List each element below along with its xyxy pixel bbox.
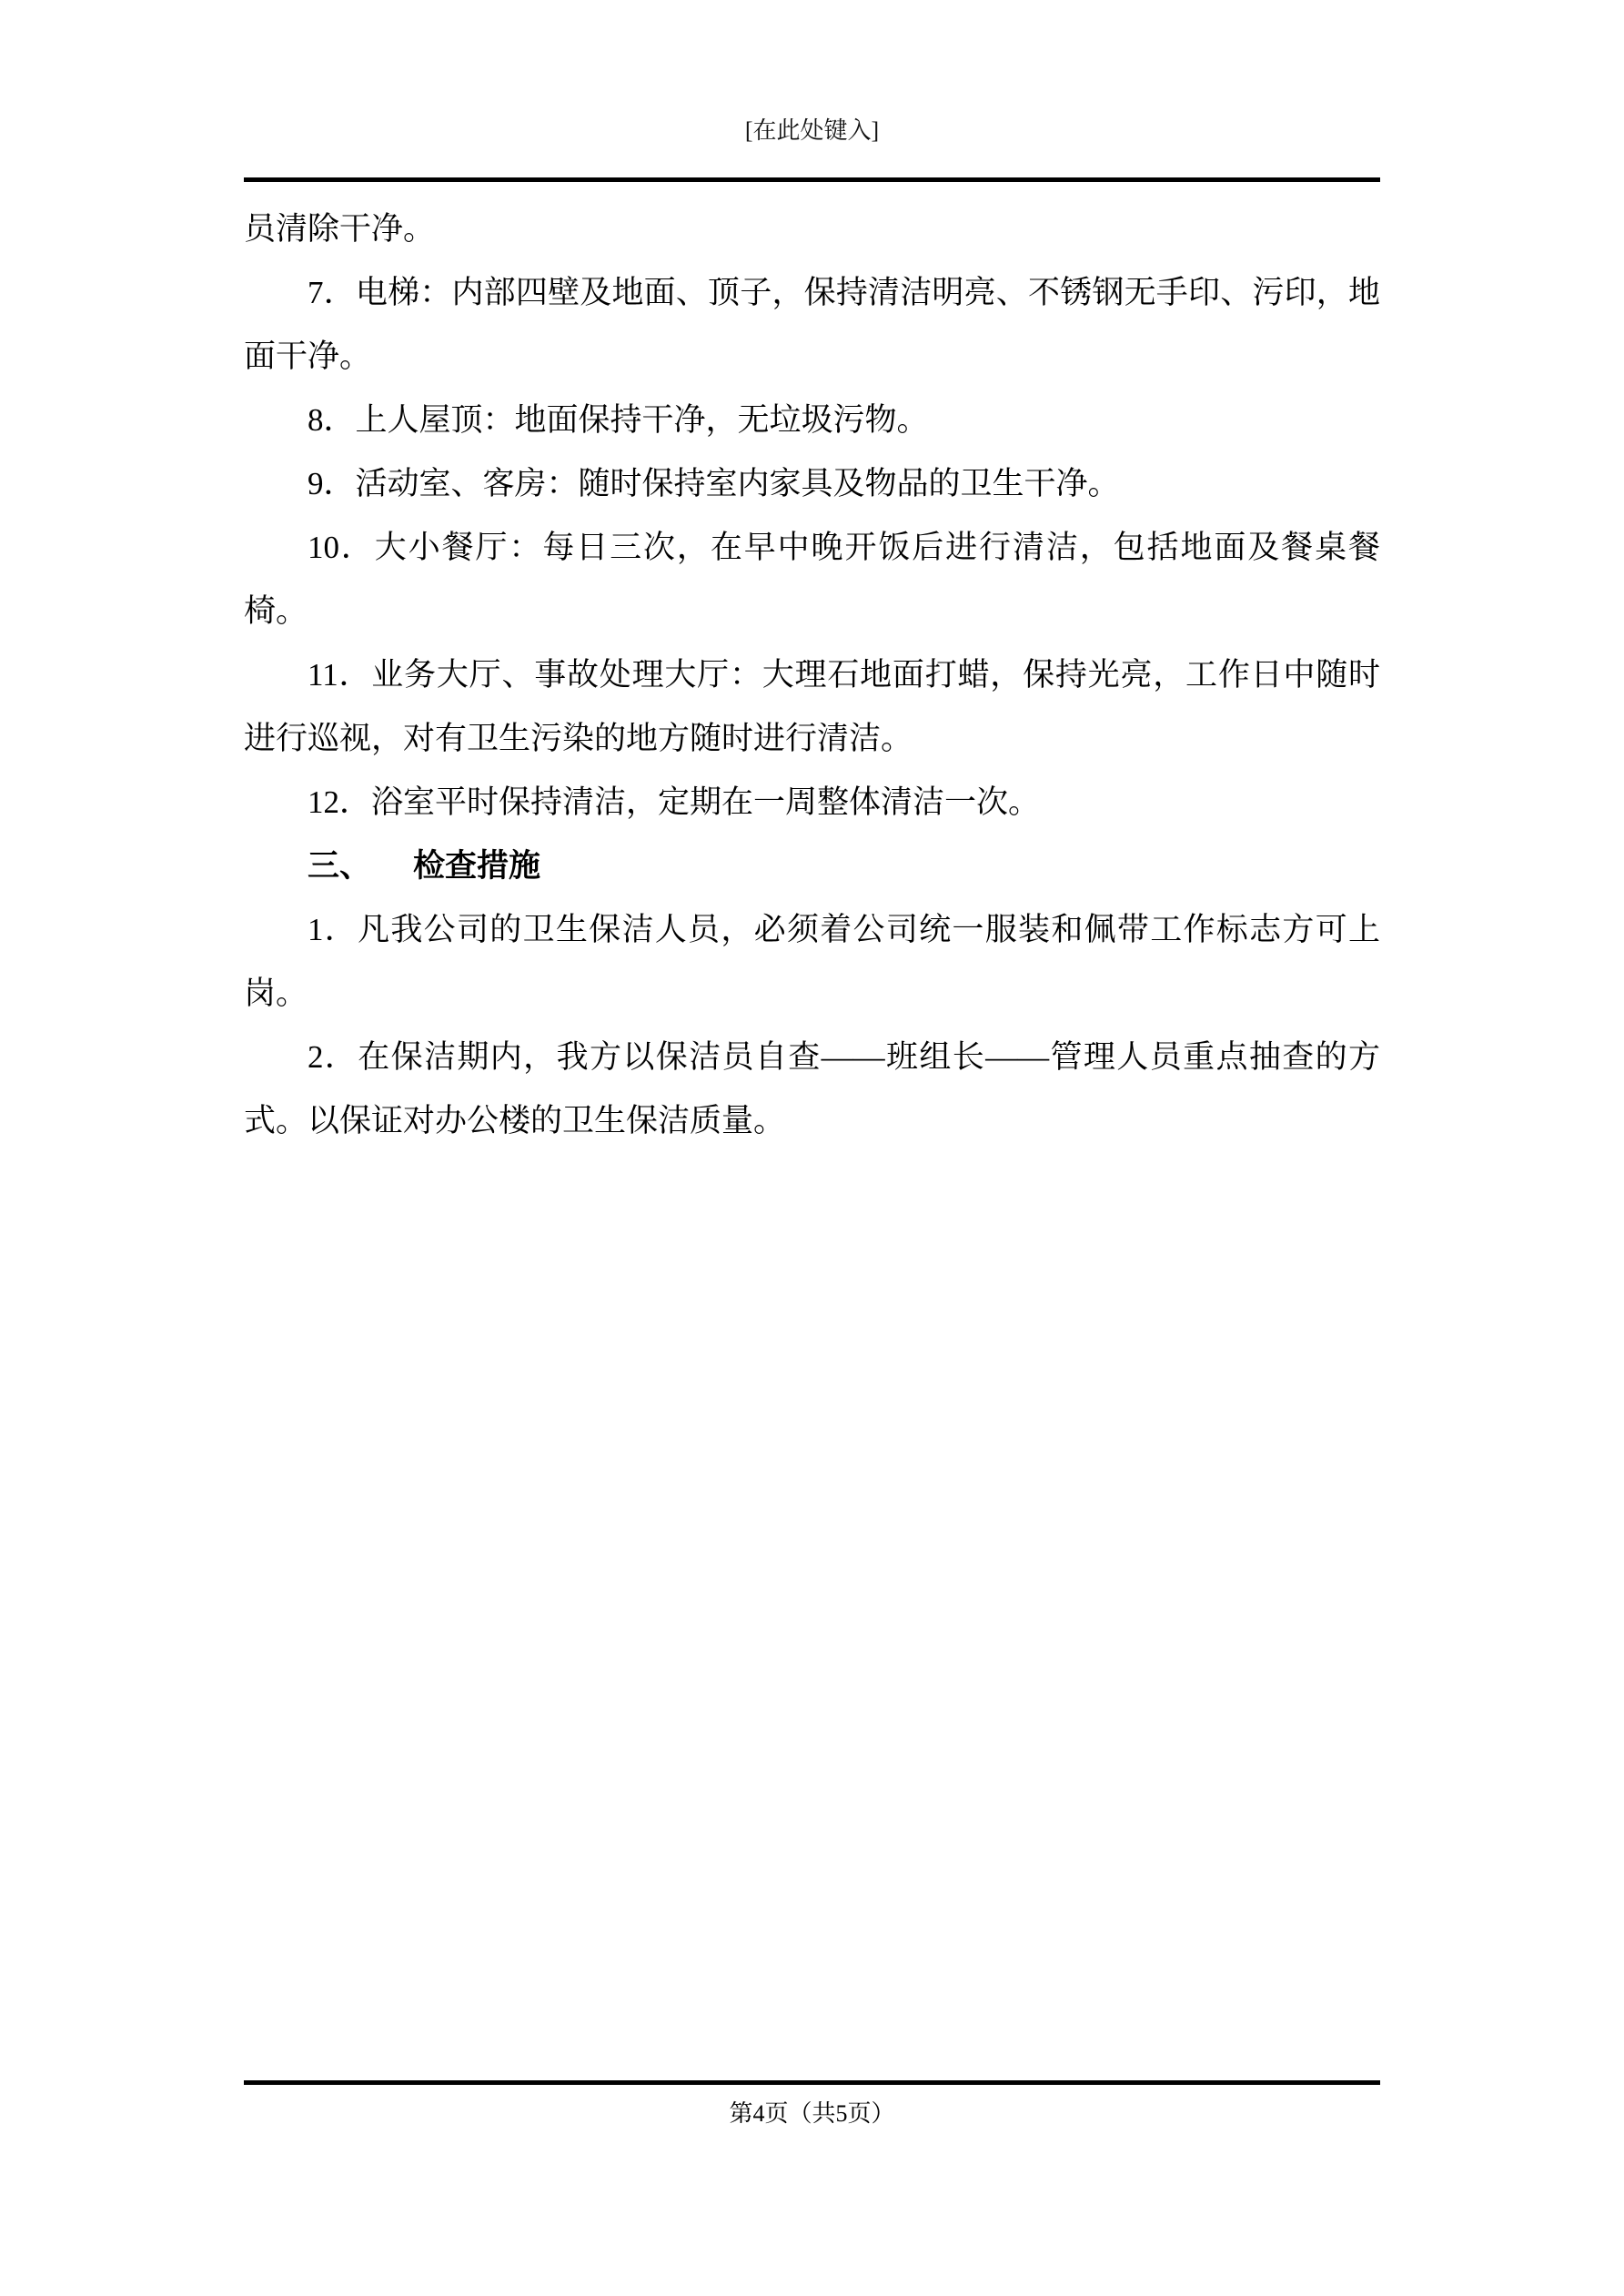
- paragraph-continuation: 员清除干净。: [244, 211, 436, 247]
- section-heading-title: 检查措施: [413, 848, 541, 884]
- paragraph-item-9: 9．活动室、客房：随时保持室内家具及物品的卫生干净。: [308, 466, 1120, 501]
- section-heading-number: 三、: [308, 848, 372, 884]
- paragraph-check-1: 1．凡我公司的卫生保洁人员，必须着公司统一服装和佩带工作标志方可上岗。: [244, 912, 1380, 1011]
- paragraph-item-12: 12．浴室平时保持清洁，定期在一周整体清洁一次。: [308, 784, 1041, 820]
- header-rule: [244, 177, 1380, 182]
- paragraph-check-2: 2．在保洁期内，我方以保洁员自查——班组长——管理人员重点抽查的方式。以保证对办公楼的卫生保洁质量。: [244, 1039, 1380, 1138]
- header-placeholder: [在此处键入]: [744, 117, 880, 144]
- section-heading: [244, 834, 1380, 898]
- document-body: [244, 197, 1380, 1153]
- paragraph-item-7: 7．电梯：内部四壁及地面、顶子，保持清洁明亮、不锈钢无手印、污印，地面干净。: [244, 275, 1380, 374]
- paragraph-item-8: 8．上人屋顶：地面保持干净，无垃圾污物。: [308, 402, 929, 438]
- page-number: 第4页（共5页）: [729, 2100, 895, 2127]
- footer-rule: [244, 2080, 1380, 2085]
- paragraph-item-11: 11．业务大厅、事故处理大厅：大理石地面打蜡，保持光亮，工作日中随时进行巡视，对有卫生污染的地方随时进行清洁。: [244, 657, 1380, 756]
- paragraph-item-10: 10．大小餐厅：每日三次，在早中晚开饭后进行清洁，包括地面及餐桌餐椅。: [244, 530, 1380, 629]
